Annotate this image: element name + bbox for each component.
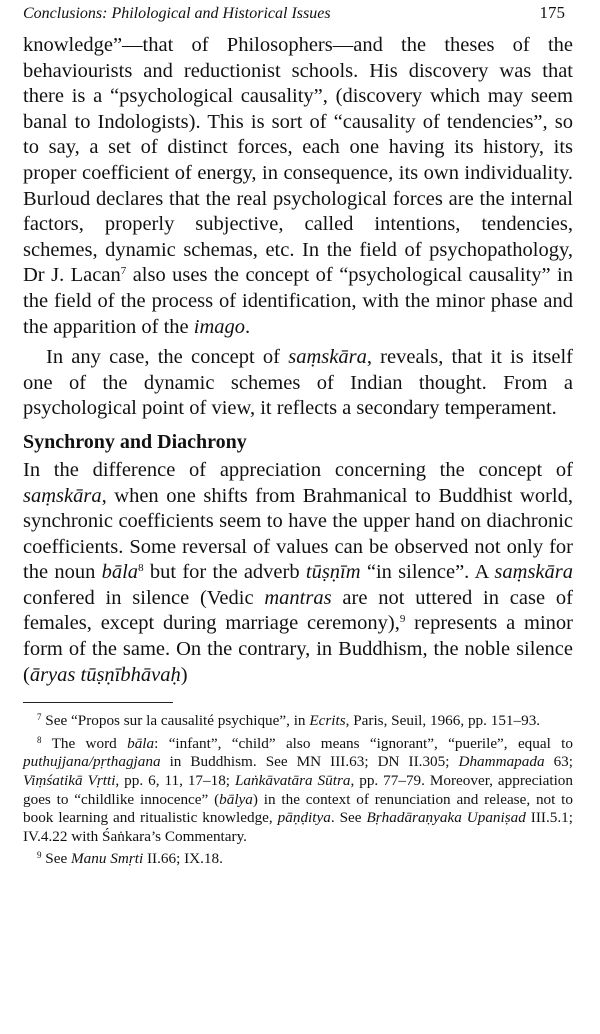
text-span: confered in silence (Vedic bbox=[23, 586, 265, 609]
text-span: See bbox=[41, 850, 72, 868]
text-span: , reveals, that it is itself one of the dynamic schemes of Indian thought. From a psychological point of view, it reflects a secondary temperament. bbox=[23, 346, 573, 420]
italic-term: Ecrits bbox=[309, 712, 346, 730]
text-span: ) bbox=[180, 663, 188, 686]
footnote-9 bbox=[23, 850, 573, 869]
paragraph-1 bbox=[23, 33, 573, 340]
paragraph-2 bbox=[23, 345, 573, 422]
text-span: represents a minor form of the same. On the contrary, in Buddhism, the noble silence ( bbox=[23, 612, 573, 686]
text-span: , pp. 77–79. Moreover, appreciation goes to “childlike innocence” ( bbox=[23, 772, 573, 808]
page-number: 175 bbox=[539, 3, 565, 22]
italic-term: Manu Smṛti bbox=[71, 850, 144, 868]
text-span: ) in the context of renunciation and release, not to book learning and ritualistic knowledge, bbox=[23, 790, 573, 827]
text-span: knowledge”—that of Philosophers—and the theses of the behaviourists and reductionist schools. His discovery was that there is a “psychological causality”, (discovery which may seem banal to Indologists). This is sort of “causality of tendencies”, so to say, a set of distinct forces, each one having its history, its proper coefficient of energy, in consequence, its own individuality. Burloud declares that the real psychological forces are the internal factors, properly subjective, called intentions, tendencies, schemes, dynamic schemas, etc. In the field of psychopathology, Dr J. Lacan bbox=[23, 34, 573, 287]
footnote-ref-7: 7 bbox=[120, 265, 127, 278]
italic-term: pāṇḍitya bbox=[277, 809, 331, 827]
footnotes bbox=[23, 712, 573, 869]
italic-term: Bṛhadāraṇyaka Upaniṣad bbox=[366, 809, 526, 827]
text-span: , pp. 6, 11, 17–18; bbox=[115, 772, 235, 790]
text-span: See “Propos sur la causalité psychique”, in bbox=[41, 712, 310, 730]
paragraph-3 bbox=[23, 458, 573, 688]
text-span: In any case, the concept of bbox=[46, 346, 289, 369]
footnote-number: 8 bbox=[37, 734, 42, 745]
text-span: but for the adverb bbox=[143, 561, 306, 584]
text-span: . bbox=[245, 315, 251, 338]
footnote-7 bbox=[23, 712, 573, 731]
italic-term: bālya bbox=[219, 790, 253, 808]
italic-term: Viṃśatikā Vṛtti bbox=[23, 772, 116, 790]
footnote-8 bbox=[23, 735, 573, 847]
footnote-ref-9: 9 bbox=[399, 613, 406, 626]
footnote-number: 9 bbox=[37, 850, 42, 861]
text-span: , when one shifts from Brahmanical to Buddhist world, synchronic coefficients seem to have the upper hand on diachronic coefficients. Some reversal of values can be observed not only for the noun bbox=[23, 484, 573, 584]
text-span: III.5.1; IV.4.22 with Śaṅkara’s Commentary. bbox=[23, 809, 573, 845]
italic-term: puthujjana/pṛthagjana bbox=[23, 753, 161, 771]
italic-term: saṃskāra bbox=[494, 561, 573, 584]
italic-term: āryas tūṣṇībhāvaḥ bbox=[29, 663, 181, 686]
text-span: : “infant”, “child” also means “ignorant”, “puerile”, equal to bbox=[154, 734, 573, 752]
italic-term: bāla bbox=[101, 561, 139, 584]
footnote-number: 7 bbox=[37, 712, 42, 723]
italic-term: mantras bbox=[264, 586, 332, 609]
text-span: In the difference of appreciation concerning the concept of bbox=[23, 458, 573, 481]
italic-term: imago bbox=[193, 315, 246, 338]
text-span: are not uttered in case of females, except during marriage ceremony), bbox=[23, 586, 573, 635]
italic-term: bāla bbox=[127, 734, 155, 752]
text-span: 63; bbox=[544, 753, 573, 771]
text-span: “in silence”. A bbox=[360, 561, 495, 584]
text-span: II.66; IX.18. bbox=[143, 850, 223, 868]
italic-term: saṃskāra bbox=[23, 484, 102, 507]
italic-term: Dhammapada bbox=[458, 753, 545, 771]
section-heading: Synchrony and Diachrony bbox=[23, 430, 247, 453]
footnote-ref-8: 8 bbox=[138, 562, 144, 575]
text-span: The word bbox=[41, 734, 128, 752]
footnote-rule bbox=[23, 702, 173, 703]
italic-term: Laṅkāvatāra Sūtra bbox=[234, 772, 351, 790]
running-title: Conclusions: Philological and Historical Issues bbox=[23, 5, 331, 22]
text-span: also uses the concept of “psychological causality” in the field of the process of identification, with the minor phase and the apparition of the bbox=[23, 264, 573, 338]
text-span: , Paris, Seuil, 1966, pp. 151–93. bbox=[345, 712, 541, 730]
main-text bbox=[23, 33, 573, 688]
italic-term: saṃskāra bbox=[288, 346, 367, 369]
text-span: in Buddhism. See MN III.63; DN II.305; bbox=[160, 753, 459, 771]
text-span: . See bbox=[330, 809, 367, 827]
italic-term: tūṣṇīm bbox=[305, 561, 361, 584]
running-head bbox=[23, 0, 573, 33]
